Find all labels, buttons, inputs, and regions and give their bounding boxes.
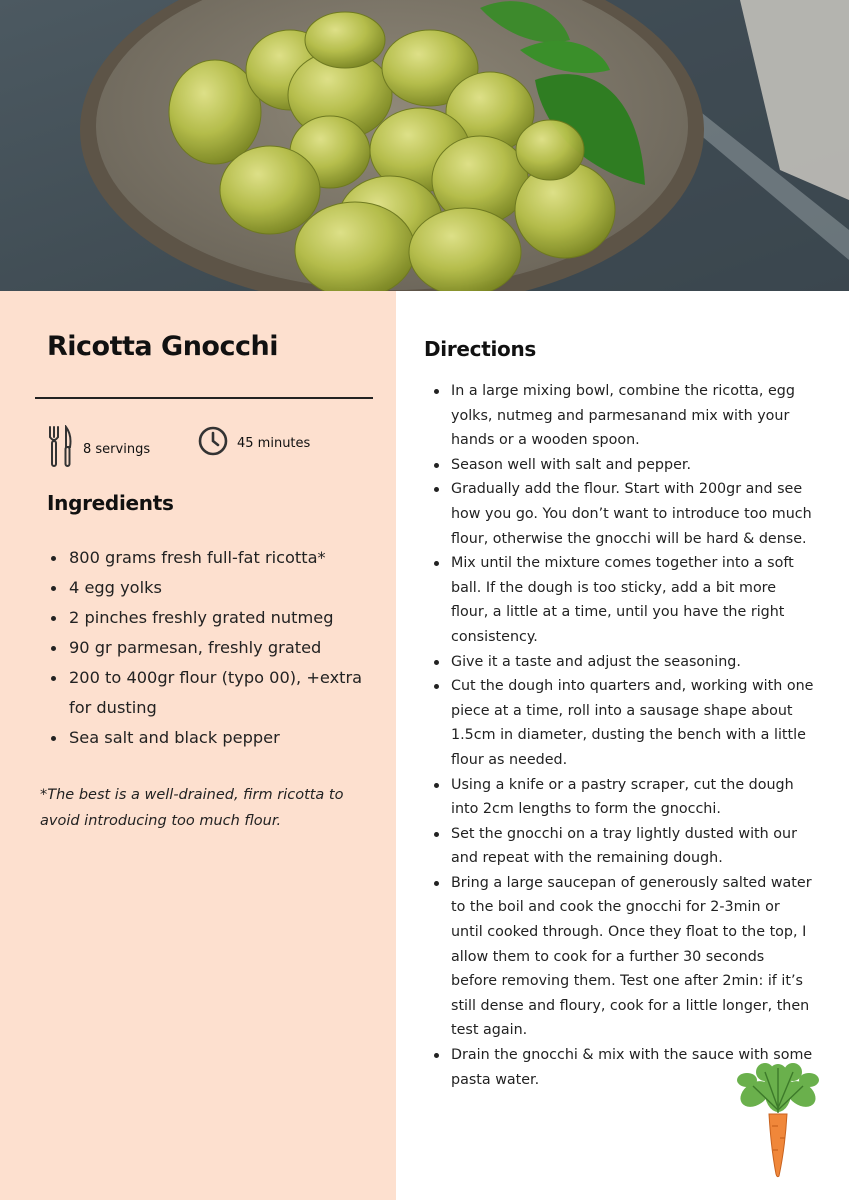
fork-knife-icon	[47, 425, 75, 473]
ingredient-item: 2 pinches freshly grated nutmeg	[69, 603, 379, 633]
title-divider	[35, 397, 373, 399]
ingredient-item: 4 egg yolks	[69, 573, 379, 603]
ingredients-heading: Ingredients	[47, 491, 174, 515]
direction-step: Drain the gnocchi & mix with the sauce with some pasta water.	[451, 1043, 814, 1092]
servings-info	[47, 425, 150, 473]
ricotta-note: *The best is a well-drained, firm ricotta to avoid introducing too much flour.	[40, 787, 344, 829]
recipe-title: Ricotta Gnocchi	[47, 331, 278, 362]
time-label: 45 minutes	[237, 435, 311, 451]
hero-photo-gnocchi	[0, 0, 849, 291]
direction-step: Cut the dough into quarters and, working with one piece at a time, roll into a sausage shape about 1.5cm in diameter, dusting the bench with a little flour as needed.	[451, 674, 814, 772]
direction-step: Using a knife or a pastry scraper, cut the dough into 2cm lengths to form the gnocchi.	[451, 773, 814, 822]
direction-step: Mix until the mixture comes together into a soft ball. If the dough is too sticky, add a bit more flour, a little at a time, until you have the right consistency.	[451, 551, 814, 649]
servings-label: 8 servings	[83, 441, 151, 457]
ingredient-item: Sea salt and black pepper	[69, 723, 379, 753]
ingredients-list	[69, 543, 379, 753]
ingredient-item: 800 grams fresh full-fat ricotta*	[69, 543, 379, 573]
direction-step: Give it a taste and adjust the seasoning.	[451, 650, 814, 675]
direction-step: In a large mixing bowl, combine the ricotta, egg yolks, nutmeg and parmesanand mix with your hands or a wooden spoon.	[451, 379, 814, 453]
direction-step: Gradually add the flour. Start with 200gr and see how you go. You don’t want to introduce too much flour, otherwise the gnocchi will be hard & dense.	[451, 477, 814, 551]
ingredient-item: 90 gr parmesan, freshly grated	[69, 633, 379, 663]
ingredient-item: 200 to 400gr flour (typo 00), +extra for dusting	[69, 663, 379, 723]
direction-step: Bring a large saucepan of generously salted water to the boil and cook the gnocchi for 2-3min or until cooked through. Once they float to the top, I allow them to cook for a further 30 seconds before removing them. Test one after 2min: if it’s still dense and floury, cook for a little longer, then test again.	[451, 871, 814, 1043]
carrot-icon	[733, 1058, 823, 1178]
direction-step: Season well with salt and pepper.	[451, 453, 814, 478]
time-info	[197, 425, 310, 461]
directions-heading: Directions	[424, 337, 537, 361]
direction-step: Set the gnocchi on a tray lightly dusted with our and repeat with the remaining dough.	[451, 822, 814, 871]
directions-list	[451, 379, 814, 1092]
left-panel	[0, 291, 396, 1200]
clock-icon	[197, 425, 229, 461]
